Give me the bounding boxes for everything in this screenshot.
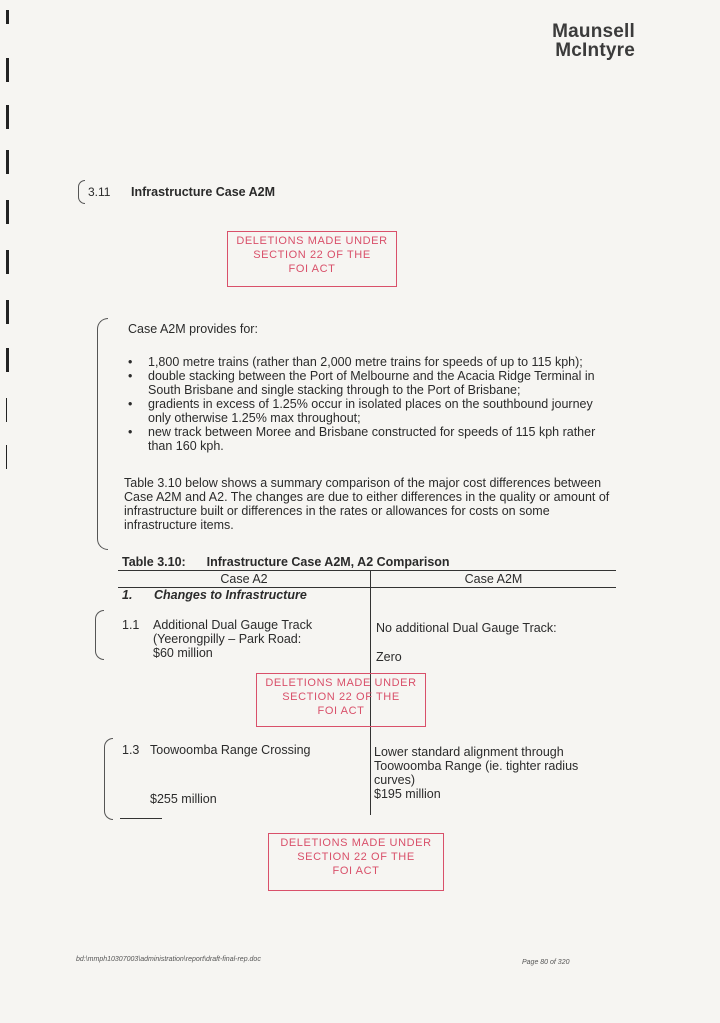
- intro-text: Case A2M provides for:: [128, 322, 258, 336]
- section-title: Infrastructure Case A2M: [131, 185, 276, 199]
- margin-bracket: [78, 180, 85, 204]
- group-number: 1.: [122, 588, 133, 602]
- bullet-item: • new track between Moree and Brisbane constructed for speeds of 115 kph rather than 160 kph.: [128, 425, 596, 453]
- binder-mark: [6, 300, 9, 324]
- deletion-stamp: DELETIONS MADE UNDER SECTION 22 OF THE FOI ACT: [227, 231, 397, 287]
- binder-mark: [6, 445, 7, 469]
- margin-bracket: [104, 738, 113, 820]
- section-number: 3.11: [88, 185, 111, 199]
- logo-line-2: McIntyre: [555, 40, 635, 61]
- bullet-item: • 1,800 metre trains (rather than 2,000 metre trains for speeds of up to 115 kph);: [128, 355, 583, 369]
- row-number: 1.3: [122, 743, 140, 757]
- table-cell-a2: Toowoomba Range Crossing: [150, 743, 311, 757]
- table-rule: [120, 818, 162, 819]
- bullet-item: • double stacking between the Port of Melbourne and the Acacia Ridge Terminal in South Brisbane and single stacking through to the Port of Brisbane;: [128, 369, 595, 397]
- margin-bracket: [97, 318, 108, 550]
- table-title-text: Infrastructure Case A2M, A2 Comparison: [206, 555, 450, 569]
- binder-mark: [6, 10, 9, 24]
- table-cell-a2: Additional Dual Gauge Track (Yeerongpilly – Park Road: $60 million: [153, 618, 313, 660]
- binder-mark: [6, 58, 9, 82]
- group-title: Changes to Infrastructure: [154, 588, 307, 602]
- bullet-item: • gradients in excess of 1.25% occur in isolated places on the southbound journey only otherwise 1.25% max throughout;: [128, 397, 593, 425]
- binder-mark: [6, 398, 7, 422]
- table-cell-a2m: No additional Dual Gauge Track:: [376, 621, 557, 635]
- binder-mark: [6, 200, 9, 224]
- footer-page-number: Page 80 of 320: [522, 959, 570, 966]
- binder-mark: [6, 250, 9, 274]
- footer-file-path: bd:\mmph10307003\administration\report\draft-final-rep.doc: [76, 956, 261, 963]
- column-header-a2: Case A2: [220, 572, 268, 586]
- summary-paragraph: Table 3.10 below shows a summary comparison of the major cost differences between Case A2M and A2. The changes are due to either differences in the quality or amount of infrastructure built or differences in the rates or allowances for costs on some infrastructure items.: [124, 476, 610, 532]
- table-cell-a2m: Zero: [376, 650, 402, 664]
- binder-mark: [6, 348, 9, 372]
- column-header-a2m: Case A2M: [464, 572, 523, 586]
- binder-mark: [6, 150, 9, 174]
- deletion-stamp: DELETIONS MADE UNDER SECTION 22 OF THE FOI ACT: [256, 673, 426, 727]
- table-label: Table 3.10:: [122, 555, 186, 569]
- table-cell-a2-cost: $255 million: [150, 792, 217, 806]
- deletion-stamp: DELETIONS MADE UNDER SECTION 22 OF THE FOI ACT: [268, 833, 444, 891]
- row-number: 1.1: [122, 618, 140, 632]
- logo-line-1: Maunsell: [552, 21, 635, 42]
- table-cell-a2m: Lower standard alignment through Toowoomba Range (ie. tighter radius curves) $195 million: [374, 745, 579, 801]
- margin-bracket: [95, 610, 104, 660]
- company-logo: [520, 22, 635, 60]
- binder-mark: [6, 105, 9, 129]
- bullet-list: [128, 355, 618, 453]
- table-rule: [118, 570, 616, 571]
- table-title: [122, 555, 450, 569]
